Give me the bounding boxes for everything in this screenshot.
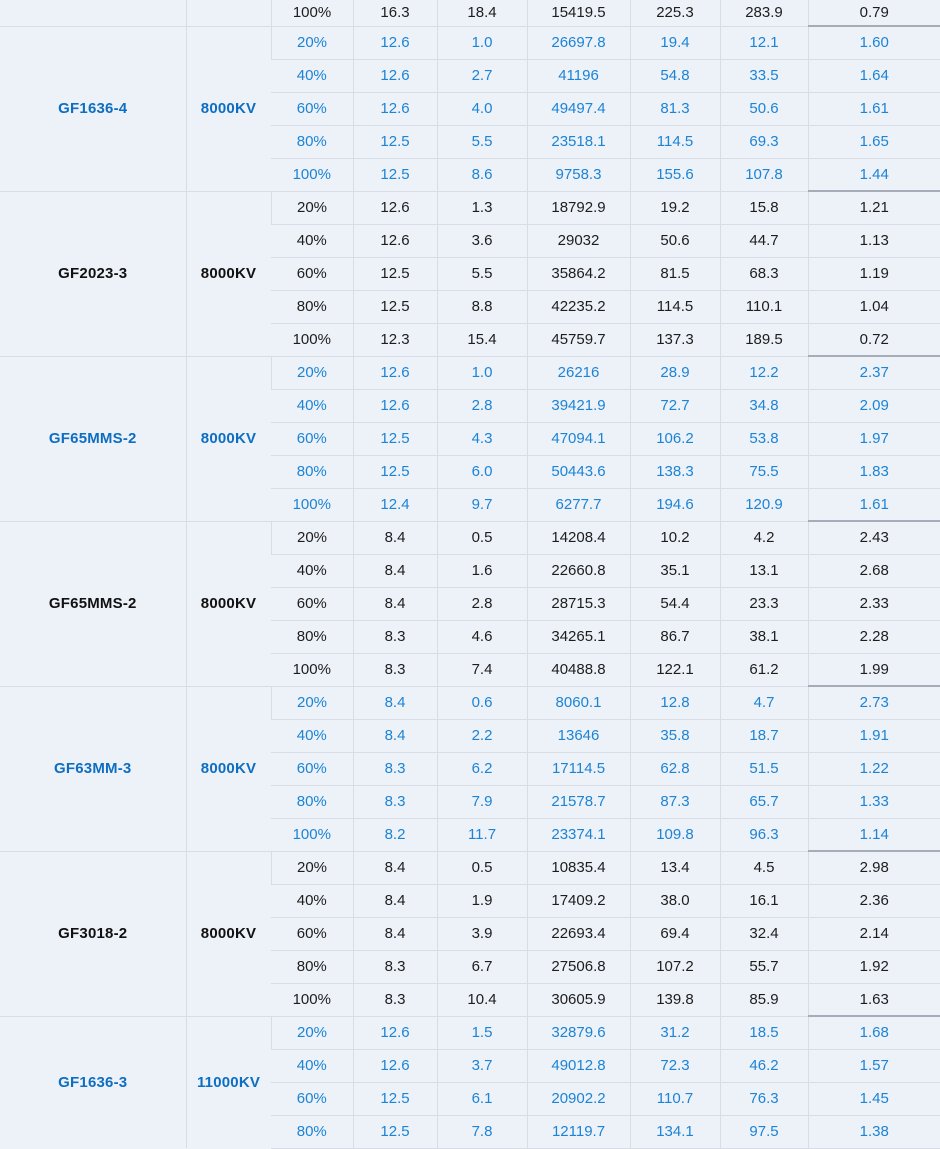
value-cell: 1.63 (808, 983, 940, 1016)
value-cell: 12.6 (353, 356, 437, 389)
value-cell: 35.8 (630, 719, 720, 752)
value-cell: 13.1 (720, 554, 808, 587)
value-cell: 10.4 (437, 983, 527, 1016)
throttle-cell: 20% (271, 191, 353, 224)
value-cell: 1.19 (808, 257, 940, 290)
throttle-cell: 100% (271, 488, 353, 521)
value-cell: 1.65 (808, 125, 940, 158)
value-cell: 21578.7 (527, 785, 630, 818)
value-cell: 3.6 (437, 224, 527, 257)
throttle-cell: 20% (271, 26, 353, 59)
value-cell: 9.7 (437, 488, 527, 521)
model-name-cell (0, 0, 186, 26)
throttle-cell: 80% (271, 1115, 353, 1148)
value-cell: 8.3 (353, 983, 437, 1016)
value-cell: 8.4 (353, 884, 437, 917)
value-cell: 2.37 (808, 356, 940, 389)
value-cell: 15.4 (437, 323, 527, 356)
throttle-cell: 60% (271, 257, 353, 290)
throttle-cell: 20% (271, 1016, 353, 1049)
value-cell: 12.5 (353, 158, 437, 191)
value-cell: 12.5 (353, 455, 437, 488)
model-name-cell: GF1636-3 (0, 1016, 186, 1148)
value-cell: 1.99 (808, 653, 940, 686)
value-cell: 8.3 (353, 653, 437, 686)
kv-rating-cell: 8000KV (186, 521, 271, 686)
value-cell: 2.36 (808, 884, 940, 917)
value-cell: 194.6 (630, 488, 720, 521)
value-cell: 4.2 (720, 521, 808, 554)
value-cell: 1.61 (808, 92, 940, 125)
kv-rating-cell: 8000KV (186, 191, 271, 356)
table-row (0, 26, 940, 59)
value-cell: 22660.8 (527, 554, 630, 587)
value-cell: 12.5 (353, 1082, 437, 1115)
value-cell: 8.4 (353, 554, 437, 587)
value-cell: 61.2 (720, 653, 808, 686)
value-cell: 40488.8 (527, 653, 630, 686)
value-cell: 2.2 (437, 719, 527, 752)
throttle-cell: 80% (271, 290, 353, 323)
throttle-cell: 100% (271, 323, 353, 356)
value-cell: 17114.5 (527, 752, 630, 785)
throttle-cell: 80% (271, 455, 353, 488)
value-cell: 138.3 (630, 455, 720, 488)
value-cell: 114.5 (630, 125, 720, 158)
value-cell: 12.5 (353, 1115, 437, 1148)
value-cell: 155.6 (630, 158, 720, 191)
value-cell: 120.9 (720, 488, 808, 521)
throttle-cell: 20% (271, 686, 353, 719)
value-cell: 23518.1 (527, 125, 630, 158)
value-cell: 87.3 (630, 785, 720, 818)
value-cell: 65.7 (720, 785, 808, 818)
value-cell: 12.4 (353, 488, 437, 521)
value-cell: 30605.9 (527, 983, 630, 1016)
value-cell: 96.3 (720, 818, 808, 851)
throttle-cell: 40% (271, 1049, 353, 1082)
value-cell: 1.68 (808, 1016, 940, 1049)
value-cell: 11.7 (437, 818, 527, 851)
value-cell: 2.98 (808, 851, 940, 884)
value-cell: 45759.7 (527, 323, 630, 356)
value-cell: 0.6 (437, 686, 527, 719)
value-cell: 35.1 (630, 554, 720, 587)
value-cell: 23374.1 (527, 818, 630, 851)
throttle-cell: 20% (271, 851, 353, 884)
value-cell: 3.7 (437, 1049, 527, 1082)
value-cell: 8.4 (353, 719, 437, 752)
throttle-cell: 80% (271, 125, 353, 158)
model-name-cell: GF3018-2 (0, 851, 186, 1016)
value-cell: 12.6 (353, 1016, 437, 1049)
value-cell: 12.5 (353, 125, 437, 158)
value-cell: 2.28 (808, 620, 940, 653)
value-cell: 42235.2 (527, 290, 630, 323)
throttle-cell: 40% (271, 224, 353, 257)
value-cell: 4.0 (437, 92, 527, 125)
throttle-cell: 20% (271, 356, 353, 389)
value-cell: 15.8 (720, 191, 808, 224)
model-name-cell: GF2023-3 (0, 191, 186, 356)
value-cell: 69.3 (720, 125, 808, 158)
value-cell: 2.68 (808, 554, 940, 587)
model-name-cell: GF65MMS-2 (0, 521, 186, 686)
kv-rating-cell: 8000KV (186, 851, 271, 1016)
kv-rating-cell: 8000KV (186, 26, 271, 191)
value-cell: 1.21 (808, 191, 940, 224)
throttle-cell: 100% (271, 983, 353, 1016)
value-cell: 122.1 (630, 653, 720, 686)
value-cell: 7.9 (437, 785, 527, 818)
table-row (0, 0, 940, 26)
value-cell: 51.5 (720, 752, 808, 785)
value-cell: 44.7 (720, 224, 808, 257)
throttle-cell: 40% (271, 59, 353, 92)
value-cell: 110.1 (720, 290, 808, 323)
value-cell: 22693.4 (527, 917, 630, 950)
value-cell: 1.0 (437, 356, 527, 389)
throttle-cell: 80% (271, 785, 353, 818)
value-cell: 1.0 (437, 26, 527, 59)
value-cell: 9758.3 (527, 158, 630, 191)
value-cell: 12.3 (353, 323, 437, 356)
value-cell: 29032 (527, 224, 630, 257)
value-cell: 12119.7 (527, 1115, 630, 1148)
value-cell: 4.5 (720, 851, 808, 884)
value-cell: 12.6 (353, 92, 437, 125)
value-cell: 33.5 (720, 59, 808, 92)
value-cell: 28.9 (630, 356, 720, 389)
throttle-cell: 100% (271, 653, 353, 686)
value-cell: 12.6 (353, 26, 437, 59)
value-cell: 32.4 (720, 917, 808, 950)
value-cell: 19.4 (630, 26, 720, 59)
value-cell: 6277.7 (527, 488, 630, 521)
value-cell: 46.2 (720, 1049, 808, 1082)
value-cell: 49497.4 (527, 92, 630, 125)
value-cell: 47094.1 (527, 422, 630, 455)
value-cell: 18.7 (720, 719, 808, 752)
value-cell: 225.3 (630, 0, 720, 26)
value-cell: 3.9 (437, 917, 527, 950)
kv-rating-cell: 8000KV (186, 356, 271, 521)
value-cell: 54.4 (630, 587, 720, 620)
value-cell: 1.60 (808, 26, 940, 59)
value-cell: 12.1 (720, 26, 808, 59)
value-cell: 17409.2 (527, 884, 630, 917)
table-row (0, 1016, 940, 1049)
value-cell: 1.92 (808, 950, 940, 983)
value-cell: 139.8 (630, 983, 720, 1016)
value-cell: 6.2 (437, 752, 527, 785)
value-cell: 39421.9 (527, 389, 630, 422)
value-cell: 8.3 (353, 752, 437, 785)
throttle-cell: 100% (271, 818, 353, 851)
value-cell: 34.8 (720, 389, 808, 422)
value-cell: 2.09 (808, 389, 940, 422)
value-cell: 2.7 (437, 59, 527, 92)
value-cell: 35864.2 (527, 257, 630, 290)
value-cell: 86.7 (630, 620, 720, 653)
throttle-cell: 40% (271, 884, 353, 917)
value-cell: 1.22 (808, 752, 940, 785)
value-cell: 72.3 (630, 1049, 720, 1082)
value-cell: 20902.2 (527, 1082, 630, 1115)
value-cell: 8.4 (353, 917, 437, 950)
value-cell: 75.5 (720, 455, 808, 488)
value-cell: 7.4 (437, 653, 527, 686)
value-cell: 1.38 (808, 1115, 940, 1148)
value-cell: 38.1 (720, 620, 808, 653)
table-row (0, 521, 940, 554)
value-cell: 50.6 (630, 224, 720, 257)
value-cell: 2.43 (808, 521, 940, 554)
value-cell: 6.0 (437, 455, 527, 488)
value-cell: 41196 (527, 59, 630, 92)
value-cell: 1.5 (437, 1016, 527, 1049)
throttle-cell: 60% (271, 92, 353, 125)
value-cell: 69.4 (630, 917, 720, 950)
value-cell: 107.2 (630, 950, 720, 983)
value-cell: 12.5 (353, 422, 437, 455)
value-cell: 1.9 (437, 884, 527, 917)
value-cell: 1.13 (808, 224, 940, 257)
value-cell: 23.3 (720, 587, 808, 620)
value-cell: 10835.4 (527, 851, 630, 884)
value-cell: 1.83 (808, 455, 940, 488)
value-cell: 134.1 (630, 1115, 720, 1148)
table-row (0, 851, 940, 884)
value-cell: 0.5 (437, 521, 527, 554)
value-cell: 34265.1 (527, 620, 630, 653)
value-cell: 5.5 (437, 257, 527, 290)
value-cell: 55.7 (720, 950, 808, 983)
kv-rating-cell: 11000KV (186, 1016, 271, 1148)
value-cell: 16.1 (720, 884, 808, 917)
value-cell: 1.04 (808, 290, 940, 323)
value-cell: 12.6 (353, 389, 437, 422)
value-cell: 6.7 (437, 950, 527, 983)
value-cell: 18792.9 (527, 191, 630, 224)
value-cell: 8.4 (353, 521, 437, 554)
value-cell: 32879.6 (527, 1016, 630, 1049)
value-cell: 1.45 (808, 1082, 940, 1115)
value-cell: 26697.8 (527, 26, 630, 59)
value-cell: 2.33 (808, 587, 940, 620)
kv-rating-cell (186, 0, 271, 26)
value-cell: 18.4 (437, 0, 527, 26)
value-cell: 0.5 (437, 851, 527, 884)
value-cell: 2.8 (437, 587, 527, 620)
throttle-cell: 60% (271, 422, 353, 455)
table-row (0, 356, 940, 389)
value-cell: 283.9 (720, 0, 808, 26)
value-cell: 50443.6 (527, 455, 630, 488)
value-cell: 28715.3 (527, 587, 630, 620)
value-cell: 8.4 (353, 587, 437, 620)
value-cell: 13646 (527, 719, 630, 752)
value-cell: 8.3 (353, 620, 437, 653)
throttle-cell: 60% (271, 1082, 353, 1115)
value-cell: 8.2 (353, 818, 437, 851)
value-cell: 12.5 (353, 290, 437, 323)
value-cell: 1.3 (437, 191, 527, 224)
value-cell: 2.73 (808, 686, 940, 719)
throttle-cell: 100% (271, 0, 353, 26)
value-cell: 1.33 (808, 785, 940, 818)
value-cell: 12.6 (353, 191, 437, 224)
value-cell: 110.7 (630, 1082, 720, 1115)
value-cell: 53.8 (720, 422, 808, 455)
throttle-cell: 80% (271, 950, 353, 983)
value-cell: 1.14 (808, 818, 940, 851)
value-cell: 8.3 (353, 785, 437, 818)
value-cell: 81.3 (630, 92, 720, 125)
value-cell: 1.6 (437, 554, 527, 587)
value-cell: 4.3 (437, 422, 527, 455)
value-cell: 1.64 (808, 59, 940, 92)
value-cell: 68.3 (720, 257, 808, 290)
throttle-cell: 100% (271, 158, 353, 191)
value-cell: 14208.4 (527, 521, 630, 554)
value-cell: 8.3 (353, 950, 437, 983)
model-name-cell: GF1636-4 (0, 26, 186, 191)
throttle-cell: 40% (271, 554, 353, 587)
value-cell: 107.8 (720, 158, 808, 191)
value-cell: 18.5 (720, 1016, 808, 1049)
value-cell: 4.6 (437, 620, 527, 653)
value-cell: 38.0 (630, 884, 720, 917)
value-cell: 15419.5 (527, 0, 630, 26)
value-cell: 1.91 (808, 719, 940, 752)
table-row (0, 191, 940, 224)
value-cell: 72.7 (630, 389, 720, 422)
value-cell: 8.8 (437, 290, 527, 323)
throttle-cell: 80% (271, 620, 353, 653)
value-cell: 26216 (527, 356, 630, 389)
throttle-cell: 40% (271, 719, 353, 752)
value-cell: 50.6 (720, 92, 808, 125)
value-cell: 13.4 (630, 851, 720, 884)
value-cell: 49012.8 (527, 1049, 630, 1082)
throttle-cell: 60% (271, 917, 353, 950)
value-cell: 0.79 (808, 0, 940, 26)
throttle-cell: 20% (271, 521, 353, 554)
value-cell: 137.3 (630, 323, 720, 356)
value-cell: 31.2 (630, 1016, 720, 1049)
value-cell: 2.14 (808, 917, 940, 950)
value-cell: 54.8 (630, 59, 720, 92)
throttle-cell: 40% (271, 389, 353, 422)
throttle-cell: 60% (271, 752, 353, 785)
throttle-cell: 60% (271, 587, 353, 620)
value-cell: 109.8 (630, 818, 720, 851)
value-cell: 81.5 (630, 257, 720, 290)
value-cell: 12.6 (353, 1049, 437, 1082)
value-cell: 8060.1 (527, 686, 630, 719)
value-cell: 85.9 (720, 983, 808, 1016)
value-cell: 8.4 (353, 686, 437, 719)
value-cell: 12.8 (630, 686, 720, 719)
table-row (0, 686, 940, 719)
value-cell: 62.8 (630, 752, 720, 785)
kv-rating-cell: 8000KV (186, 686, 271, 851)
value-cell: 97.5 (720, 1115, 808, 1148)
value-cell: 76.3 (720, 1082, 808, 1115)
value-cell: 1.57 (808, 1049, 940, 1082)
value-cell: 106.2 (630, 422, 720, 455)
value-cell: 12.5 (353, 257, 437, 290)
value-cell: 4.7 (720, 686, 808, 719)
value-cell: 1.44 (808, 158, 940, 191)
value-cell: 7.8 (437, 1115, 527, 1148)
model-name-cell: GF65MMS-2 (0, 356, 186, 521)
value-cell: 27506.8 (527, 950, 630, 983)
value-cell: 114.5 (630, 290, 720, 323)
value-cell: 1.97 (808, 422, 940, 455)
value-cell: 10.2 (630, 521, 720, 554)
value-cell: 2.8 (437, 389, 527, 422)
value-cell: 12.2 (720, 356, 808, 389)
value-cell: 6.1 (437, 1082, 527, 1115)
value-cell: 5.5 (437, 125, 527, 158)
model-name-cell: GF63MM-3 (0, 686, 186, 851)
value-cell: 12.6 (353, 224, 437, 257)
value-cell: 8.4 (353, 851, 437, 884)
value-cell: 8.6 (437, 158, 527, 191)
value-cell: 12.6 (353, 59, 437, 92)
value-cell: 0.72 (808, 323, 940, 356)
value-cell: 1.61 (808, 488, 940, 521)
value-cell: 189.5 (720, 323, 808, 356)
value-cell: 19.2 (630, 191, 720, 224)
value-cell: 16.3 (353, 0, 437, 26)
